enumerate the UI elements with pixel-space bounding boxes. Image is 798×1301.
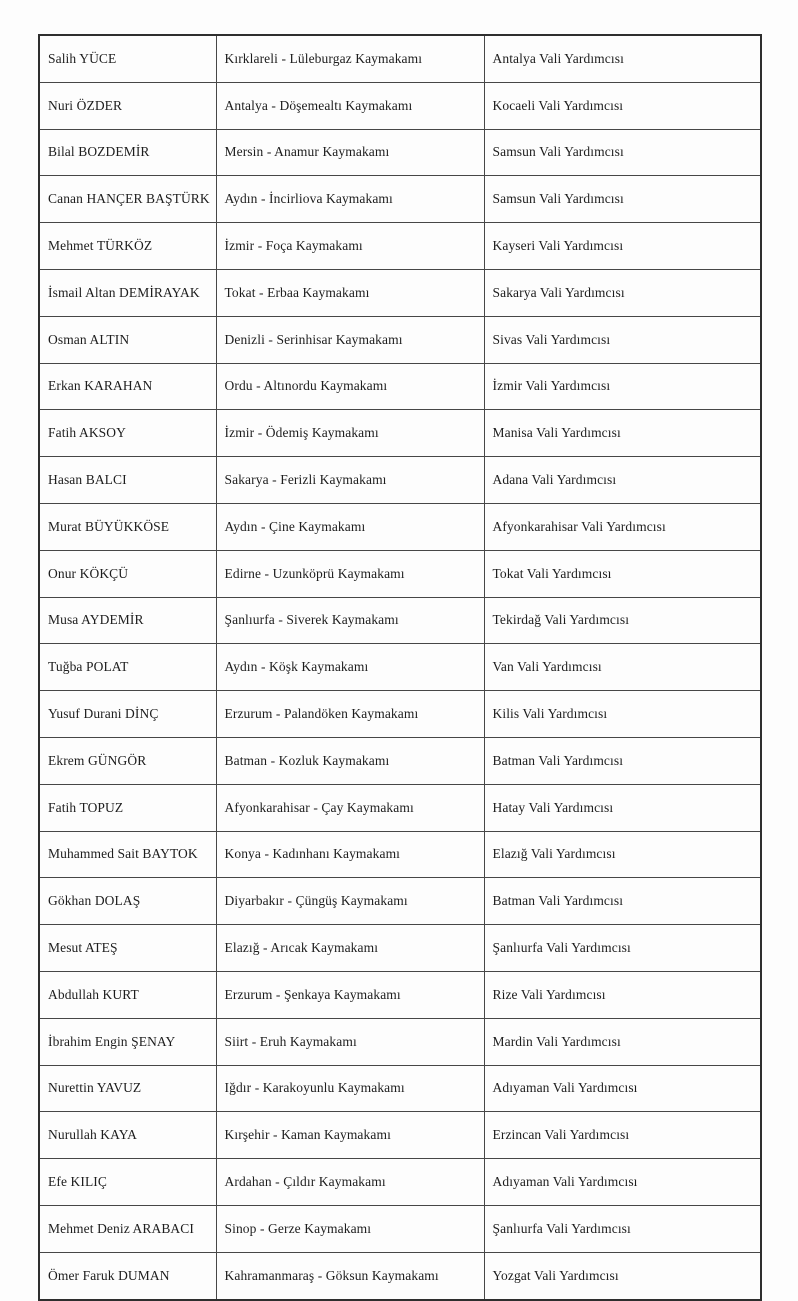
- cell-name: İbrahim Engin ŞENAY: [39, 1018, 216, 1065]
- table-row: [39, 925, 761, 972]
- cell-name: Abdullah KURT: [39, 971, 216, 1018]
- cell-name: Osman ALTIN: [39, 316, 216, 363]
- table-row: [39, 971, 761, 1018]
- table-row: [39, 644, 761, 691]
- cell-name: Tuğba POLAT: [39, 644, 216, 691]
- cell-name: İsmail Altan DEMİRAYAK: [39, 269, 216, 316]
- cell-new-post: Manisa Vali Yardımcısı: [484, 410, 761, 457]
- table-row: [39, 1159, 761, 1206]
- appointments-table-body: [39, 35, 761, 1300]
- cell-name: Murat BÜYÜKKÖSE: [39, 503, 216, 550]
- cell-current-post: Aydın - İncirliova Kaymakamı: [216, 176, 484, 223]
- cell-name: Ömer Faruk DUMAN: [39, 1252, 216, 1299]
- cell-new-post: Adıyaman Vali Yardımcısı: [484, 1159, 761, 1206]
- cell-current-post: Erzurum - Şenkaya Kaymakamı: [216, 971, 484, 1018]
- cell-current-post: Şanlıurfa - Siverek Kaymakamı: [216, 597, 484, 644]
- table-row: [39, 691, 761, 738]
- cell-new-post: Antalya Vali Yardımcısı: [484, 35, 761, 82]
- cell-current-post: İzmir - Foça Kaymakamı: [216, 223, 484, 270]
- cell-current-post: Siirt - Eruh Kaymakamı: [216, 1018, 484, 1065]
- appointments-table: [38, 34, 762, 1301]
- table-row: [39, 784, 761, 831]
- cell-name: Gökhan DOLAŞ: [39, 878, 216, 925]
- table-row: [39, 831, 761, 878]
- cell-new-post: Samsun Vali Yardımcısı: [484, 129, 761, 176]
- table-row: [39, 1112, 761, 1159]
- cell-name: Yusuf Durani DİNÇ: [39, 691, 216, 738]
- cell-new-post: Mardin Vali Yardımcısı: [484, 1018, 761, 1065]
- cell-name: Muhammed Sait BAYTOK: [39, 831, 216, 878]
- cell-current-post: İzmir - Ödemiş Kaymakamı: [216, 410, 484, 457]
- cell-new-post: Afyonkarahisar Vali Yardımcısı: [484, 503, 761, 550]
- cell-name: Mehmet TÜRKÖZ: [39, 223, 216, 270]
- cell-name: Nurullah KAYA: [39, 1112, 216, 1159]
- table-row: [39, 223, 761, 270]
- cell-name: Nuri ÖZDER: [39, 82, 216, 129]
- cell-new-post: Tekirdağ Vali Yardımcısı: [484, 597, 761, 644]
- cell-name: Ekrem GÜNGÖR: [39, 737, 216, 784]
- cell-name: Bilal BOZDEMİR: [39, 129, 216, 176]
- cell-new-post: Hatay Vali Yardımcısı: [484, 784, 761, 831]
- cell-name: Efe KILIÇ: [39, 1159, 216, 1206]
- cell-name: Fatih TOPUZ: [39, 784, 216, 831]
- table-row: [39, 35, 761, 82]
- cell-new-post: Tokat Vali Yardımcısı: [484, 550, 761, 597]
- cell-name: Fatih AKSOY: [39, 410, 216, 457]
- cell-new-post: Kayseri Vali Yardımcısı: [484, 223, 761, 270]
- scanned-page: [38, 34, 762, 1301]
- cell-current-post: Sinop - Gerze Kaymakamı: [216, 1205, 484, 1252]
- cell-new-post: Erzincan Vali Yardımcısı: [484, 1112, 761, 1159]
- table-row: [39, 1205, 761, 1252]
- cell-new-post: Elazığ Vali Yardımcısı: [484, 831, 761, 878]
- cell-current-post: Mersin - Anamur Kaymakamı: [216, 129, 484, 176]
- cell-new-post: Batman Vali Yardımcısı: [484, 878, 761, 925]
- table-row: [39, 503, 761, 550]
- cell-name: Erkan KARAHAN: [39, 363, 216, 410]
- table-row: [39, 457, 761, 504]
- table-row: [39, 176, 761, 223]
- cell-current-post: Iğdır - Karakoyunlu Kaymakamı: [216, 1065, 484, 1112]
- table-row: [39, 878, 761, 925]
- cell-name: Onur KÖKÇÜ: [39, 550, 216, 597]
- cell-current-post: Antalya - Döşemealtı Kaymakamı: [216, 82, 484, 129]
- cell-name: Salih YÜCE: [39, 35, 216, 82]
- cell-name: Hasan BALCI: [39, 457, 216, 504]
- cell-current-post: Kahramanmaraş - Göksun Kaymakamı: [216, 1252, 484, 1299]
- cell-new-post: Sakarya Vali Yardımcısı: [484, 269, 761, 316]
- cell-current-post: Ardahan - Çıldır Kaymakamı: [216, 1159, 484, 1206]
- table-row: [39, 1018, 761, 1065]
- table-row: [39, 269, 761, 316]
- cell-name: Mesut ATEŞ: [39, 925, 216, 972]
- table-row: [39, 129, 761, 176]
- cell-current-post: Kırklareli - Lüleburgaz Kaymakamı: [216, 35, 484, 82]
- cell-current-post: Tokat - Erbaa Kaymakamı: [216, 269, 484, 316]
- table-row: [39, 316, 761, 363]
- cell-name: Nurettin YAVUZ: [39, 1065, 216, 1112]
- cell-name: Mehmet Deniz ARABACI: [39, 1205, 216, 1252]
- table-row: [39, 550, 761, 597]
- cell-new-post: Şanlıurfa Vali Yardımcısı: [484, 925, 761, 972]
- cell-new-post: İzmir Vali Yardımcısı: [484, 363, 761, 410]
- cell-current-post: Aydın - Köşk Kaymakamı: [216, 644, 484, 691]
- cell-name: Musa AYDEMİR: [39, 597, 216, 644]
- table-row: [39, 1065, 761, 1112]
- cell-current-post: Edirne - Uzunköprü Kaymakamı: [216, 550, 484, 597]
- cell-current-post: Aydın - Çine Kaymakamı: [216, 503, 484, 550]
- cell-name: Canan HANÇER BAŞTÜRK: [39, 176, 216, 223]
- cell-new-post: Batman Vali Yardımcısı: [484, 737, 761, 784]
- table-row: [39, 82, 761, 129]
- cell-new-post: Şanlıurfa Vali Yardımcısı: [484, 1205, 761, 1252]
- cell-current-post: Batman - Kozluk Kaymakamı: [216, 737, 484, 784]
- table-row: [39, 1252, 761, 1299]
- cell-current-post: Sakarya - Ferizli Kaymakamı: [216, 457, 484, 504]
- cell-new-post: Samsun Vali Yardımcısı: [484, 176, 761, 223]
- cell-new-post: Kilis Vali Yardımcısı: [484, 691, 761, 738]
- cell-new-post: Adıyaman Vali Yardımcısı: [484, 1065, 761, 1112]
- table-row: [39, 737, 761, 784]
- cell-new-post: Sivas Vali Yardımcısı: [484, 316, 761, 363]
- cell-current-post: Afyonkarahisar - Çay Kaymakamı: [216, 784, 484, 831]
- cell-current-post: Kırşehir - Kaman Kaymakamı: [216, 1112, 484, 1159]
- cell-current-post: Ordu - Altınordu Kaymakamı: [216, 363, 484, 410]
- table-row: [39, 363, 761, 410]
- table-row: [39, 410, 761, 457]
- table-row: [39, 597, 761, 644]
- cell-new-post: Rize Vali Yardımcısı: [484, 971, 761, 1018]
- cell-new-post: Adana Vali Yardımcısı: [484, 457, 761, 504]
- cell-current-post: Konya - Kadınhanı Kaymakamı: [216, 831, 484, 878]
- cell-current-post: Denizli - Serinhisar Kaymakamı: [216, 316, 484, 363]
- cell-current-post: Erzurum - Palandöken Kaymakamı: [216, 691, 484, 738]
- cell-current-post: Elazığ - Arıcak Kaymakamı: [216, 925, 484, 972]
- cell-current-post: Diyarbakır - Çüngüş Kaymakamı: [216, 878, 484, 925]
- cell-new-post: Van Vali Yardımcısı: [484, 644, 761, 691]
- cell-new-post: Yozgat Vali Yardımcısı: [484, 1252, 761, 1299]
- cell-new-post: Kocaeli Vali Yardımcısı: [484, 82, 761, 129]
